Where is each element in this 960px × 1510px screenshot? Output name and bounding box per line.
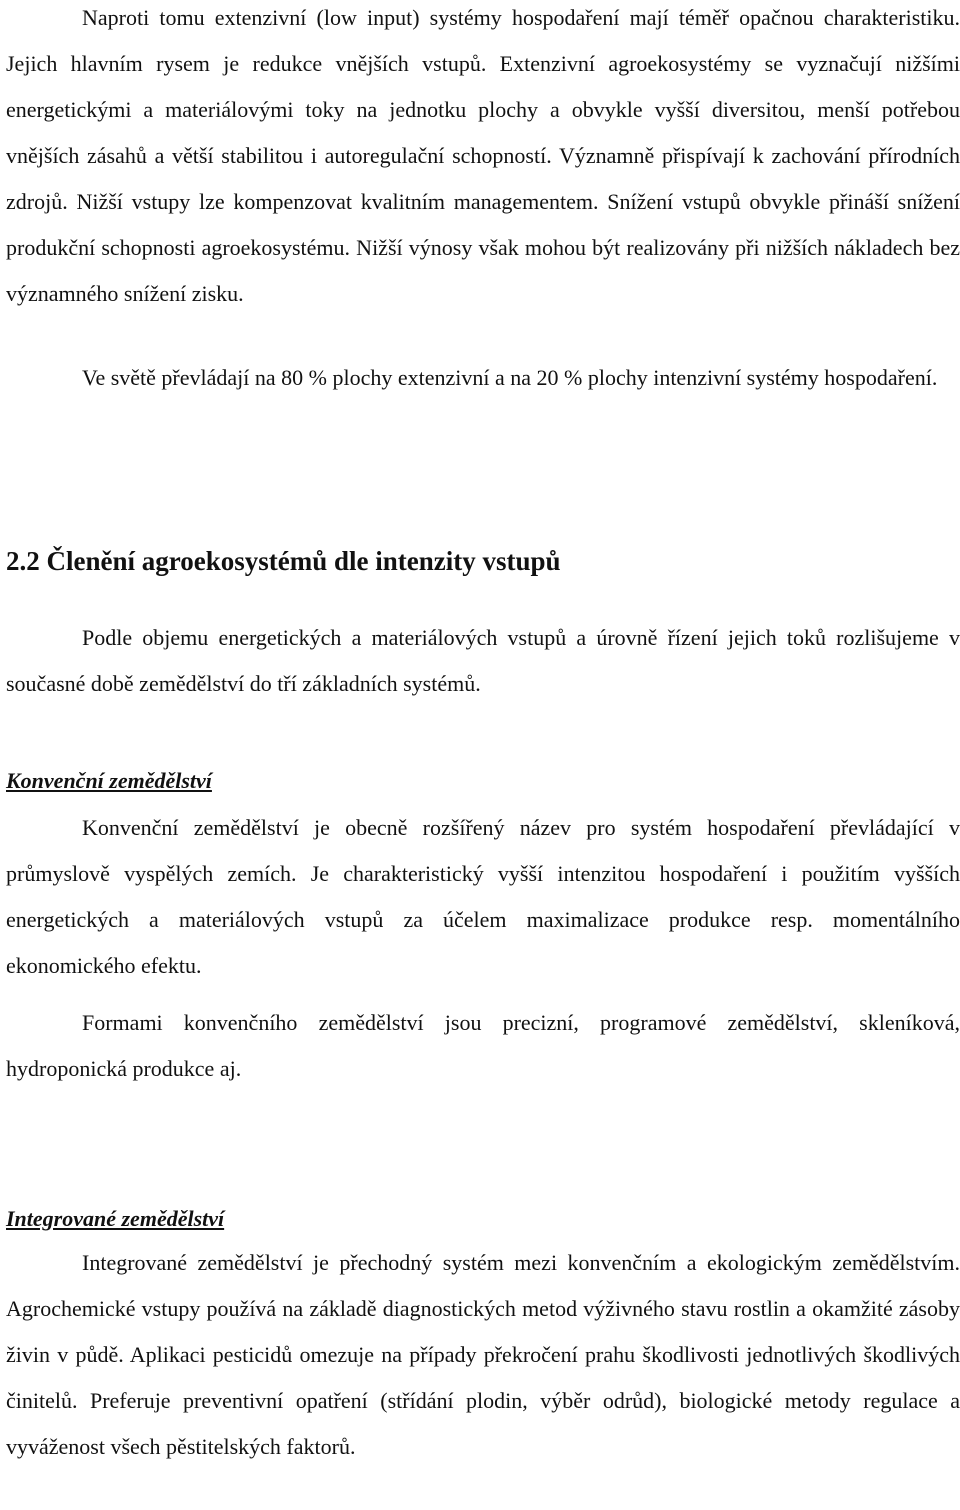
subheading-integrated: Integrované zemědělství — [6, 1206, 225, 1231]
paragraph-three-systems: Podle objemu energetických a materiálových vstupů a úrovně řízení jejich toků rozlišujeme v současné době zemědělství do tří základních systémů. — [6, 625, 960, 696]
subheading-conventional: Konvenční zemědělství — [6, 768, 212, 793]
paragraph-conventional: Konvenční zemědělství je obecně rozšířený název pro systém hospodaření převládající v průmyslově vyspělých zemích. Je charakteristický vyšší intenzitou hospodaření i použitím vyšších energetických a materiálových vstupů za účelem maximalizace produkce resp. momentálního ekonomického efektu. — [6, 815, 960, 978]
paragraph-integrated: Integrované zemědělství je přechodný systém mezi konvenčním a ekologickým zemědělstvím. Agrochemické vstupy používá na základě diagnostických metod výživného stavu rostlin a okamžité zásoby živin v půdě. Aplikaci pesticidů omezuje na případy překročení prahu škodlivosti jednotlivých škodlivých činitelů. Preferuje preventivní opatření (střídání plodin, výběr odrůd), biologické metody regulace a vyváženost všech pěstitelských faktorů. — [6, 1250, 960, 1459]
section-heading: 2.2 Členění agroekosystémů dle intenzity vstupů — [6, 546, 561, 576]
paragraph-world-share: Ve světě převládají na 80 % plochy extenzivní a na 20 % plochy intenzivní systémy hospodaření. — [82, 365, 938, 390]
paragraph-extensive-systems: Naproti tomu extenzivní (low input) systémy hospodaření mají téměř opačnou charakteristiku. Jejich hlavním rysem je redukce vnějších vstupů. Extenzivní agroekosystémy se vyznačují nižšími energetickými a materiálovými toky na jednotku plochy a obvykle vyšší diversitou, menší potřebou vnějších zásahů a větší stabilitou i autoregulační schopností. Významně přispívají k zachování přírodních zdrojů. Nižší vstupy lze kompenzovat kvalitním managementem. Snížení vstupů obvykle přináší snížení produkční schopnosti agroekosystému. Nižší výnosy však mohou být realizovány při nižších nákladech bez významného snížení zisku. — [6, 5, 960, 306]
paragraph-conventional-forms: Formami konvenčního zemědělství jsou precizní, programové zemědělství, skleníková, hydroponická produkce aj. — [6, 1010, 960, 1081]
